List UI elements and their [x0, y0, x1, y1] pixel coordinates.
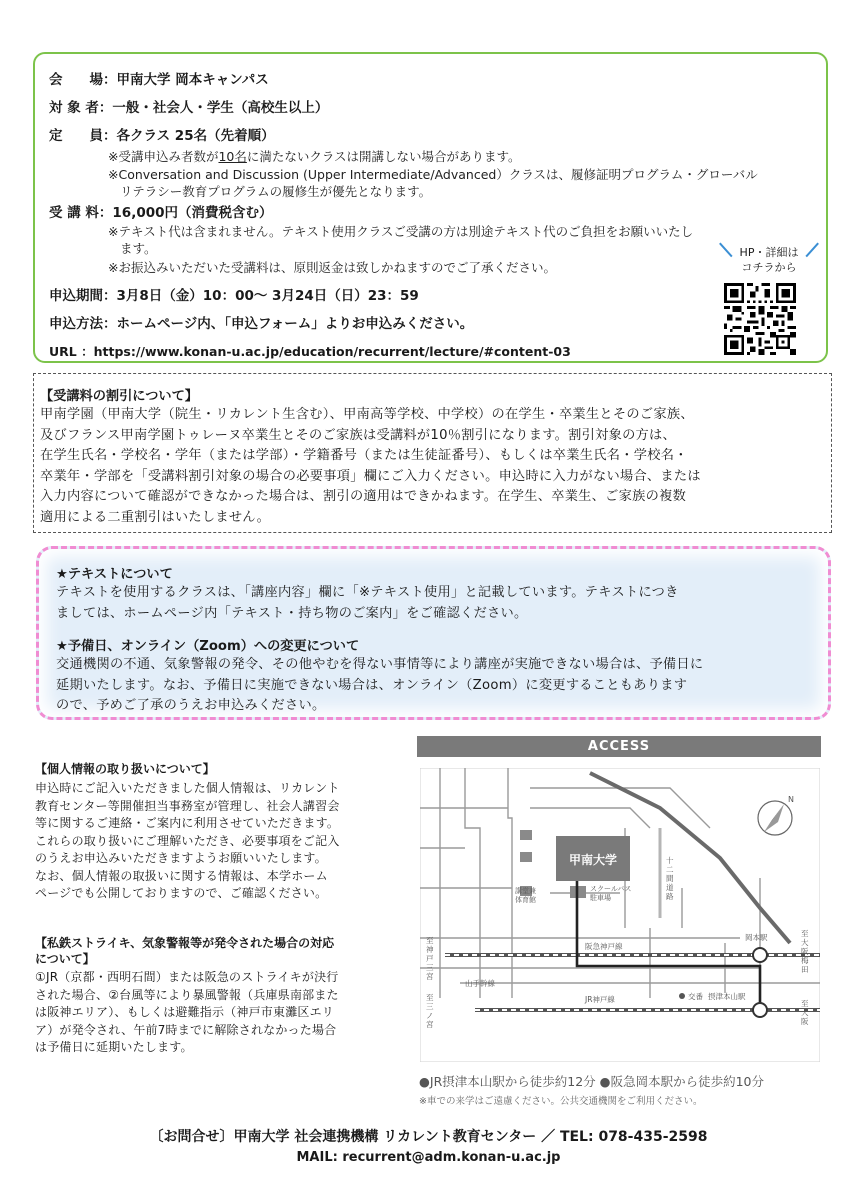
strike-line: は阪神エリア）、もしくは避難指示（神戸市東灘区エリ	[35, 1005, 335, 1019]
strike-line: は予備日に延期いたします。	[35, 1040, 193, 1054]
settsu-motoyama-station-icon	[753, 1003, 767, 1017]
discount-box	[33, 373, 832, 533]
privacy-title: 【個人情報の取り扱いについて】	[35, 762, 215, 776]
gym-label-line-2: 体育館	[515, 896, 536, 904]
reserve-notice-line: ので、予めご了承のうえお申込みください。	[56, 698, 326, 713]
privacy-body	[35, 780, 340, 903]
capacity-note-min-number: 10名	[218, 149, 247, 164]
url-link[interactable]: https://www.konan-u.ac.jp/education/recurrent/lecture/#content-03	[93, 344, 571, 359]
hp-caption-line-2: コチラから	[741, 261, 797, 274]
fee-label: 受 講 料：	[49, 205, 113, 221]
privacy-section	[35, 760, 340, 903]
koban-label: 交番	[688, 992, 703, 1001]
capacity-value: 各クラス 25名（先着順）	[116, 128, 275, 144]
okamoto-label: 岡本駅	[745, 933, 768, 942]
target-value: 一般・社会人・学生（高校生以上）	[112, 100, 329, 116]
discount-body	[40, 405, 701, 528]
text-notice-body	[56, 583, 679, 624]
bus-label-line-2: 駐車場	[590, 894, 611, 902]
access-map	[420, 768, 820, 1062]
reserve-notice-body	[56, 655, 703, 717]
building-block	[520, 830, 532, 840]
url-row	[49, 342, 571, 360]
reserve-notice-line: 延期いたします。なお、予備日に実施できない場合は、オンライン（Zoom）に変更することもあります	[56, 677, 688, 693]
gym-label-line-1: 講堂兼	[515, 887, 536, 895]
fee-note-refund: ※お振込みいただいた受講料は、原則返金は致しかねますのでご了承ください。	[108, 260, 556, 275]
hankyu-line-label: 阪急神戸線	[585, 942, 623, 951]
privacy-line: 申込時にご記入いただきました個人情報は、リカレント	[35, 781, 340, 795]
discount-line: 入力内容について確認ができなかった場合は、割引の適用はできかねます。在学生、卒業生、ご家族の複数	[40, 489, 687, 504]
fee-value: 16,000円（消費税含む）	[112, 205, 273, 221]
discount-line: 甲南学園（甲南大学（院生・リカレント生含む）、甲南高等学校、中学校）の在学生・卒業生とそのご家族、	[40, 407, 694, 422]
strike-title	[35, 935, 339, 967]
capacity-note-priority-2: リテラシー教育プログラムの履修生が優先となります。	[120, 184, 432, 199]
jr-line-label: JR神戸線	[585, 995, 615, 1004]
reserve-notice-line: 交通機関の不通、気象警報の発令、その他やむを得ない事情等により講座が実施できない場合は、予備日に	[56, 657, 704, 672]
to-sannomiya-top-label: 至神戸三宮	[426, 936, 434, 981]
privacy-line: 等に関するご連絡・ご案内に利用させていただきます。	[35, 816, 340, 830]
capacity-note-min-post: に満たないクラスは開講しない場合があります。	[246, 149, 521, 164]
discount-line: 在学生氏名・学校名・学年（または学部）・学籍番号（または生徒証番号）、もしくは卒業生氏名・学校名・	[40, 448, 688, 463]
venue-row	[49, 68, 269, 88]
privacy-line: ページでも公開しておりますので、ご確認ください。	[35, 886, 328, 900]
text-and-reserve-notice-box	[36, 546, 831, 720]
university-label: 甲南大学	[568, 853, 618, 867]
strike-body	[35, 969, 339, 1057]
to-sannomiya-bottom-label: 至三ノ宮	[426, 993, 434, 1029]
car-notice: ※車での来学はご遠慮ください。公共交通機関をご利用ください。	[419, 1096, 703, 1107]
access-heading: ACCESS	[417, 736, 821, 757]
text-notice-line: テキストを使用するクラスは、「講座内容」欄に「※テキスト使用」と記載しています。テキストにつき	[56, 585, 679, 600]
compass-north-label: N	[788, 795, 794, 804]
course-info-box	[33, 52, 828, 363]
method-label: 申込方法：	[49, 316, 117, 332]
to-umeda-label: 至大阪梅田	[801, 929, 809, 974]
privacy-line: なお、個人情報の取扱いに関する情報は、本学ホーム	[35, 868, 328, 883]
target-label: 対 象 者：	[49, 100, 113, 116]
capacity-label: 定 員：	[49, 128, 117, 144]
privacy-line: これらの取り扱いにご理解いただき、必要事項をご記入	[35, 833, 340, 848]
settsu-label: 摂津本山駅	[708, 992, 746, 1001]
capacity-note-min	[108, 147, 521, 165]
capacity-row	[49, 124, 275, 144]
method-row	[49, 312, 473, 332]
discount-line: 及びフランス甲南学園トゥレーヌ卒業生とそのご家族は受講料が10％割引になります。割引対象の方は、	[40, 427, 677, 443]
text-notice-line: ましては、ホームページ内「テキスト・持ち物のご案内」をご確認ください。	[56, 605, 528, 621]
capacity-note-min-pre: ※受講申込み者数が	[108, 149, 219, 164]
strike-line: された場合、②台風等により暴風警報（兵庫県南部また	[35, 987, 339, 1002]
period-label: 申込期間：	[49, 288, 117, 304]
strike-line: ①JR（京都・西明石間）または阪急のストライキが決行	[35, 970, 339, 984]
privacy-line: 教育センター等開催担当事務室が管理し、社会人講習会	[35, 798, 340, 813]
discount-line: 卒業年・学部を「受講料割引対象の場合の必要事項」欄にご入力ください。申込時に入力がない場合、または	[40, 468, 701, 484]
twelve-ken-label: 十二間道路	[666, 856, 674, 901]
fee-row	[49, 201, 273, 221]
fee-note-text-1: ※テキスト代は含まれません。テキスト使用クラスご受講の方は別途テキスト代のご負担をお願いいたし	[108, 224, 694, 239]
period-row	[49, 284, 419, 304]
venue-label: 会 場：	[49, 72, 117, 88]
period-value: 3月8日（金）10：00～ 3月24日（日）23：59	[116, 288, 419, 304]
capacity-note-priority-1: ※Conversation and Discussion (Upper Intermediate/Advanced）クラスは、履修証明プログラム・グローバル	[108, 167, 758, 182]
walking-time-text: ●JR摂津本山駅から徒歩約12分 ●阪急岡本駅から徒歩約10分	[419, 1074, 764, 1089]
okamoto-station-icon	[753, 948, 767, 962]
strike-section	[35, 935, 339, 1057]
contact-mail[interactable]: MAIL: recurrent@adm.konan-u.ac.jp	[296, 1150, 561, 1165]
fee-note-text-2: ます。	[120, 241, 157, 256]
to-osaka-label: 至大阪	[801, 999, 809, 1026]
discount-line: 適用による二重割引はいたしません。	[40, 509, 271, 525]
qr-code-icon[interactable]	[724, 283, 796, 355]
discount-title: 【受講料の割引について】	[40, 389, 198, 404]
target-row	[49, 96, 328, 116]
hp-caption-line-1: HP・詳細は	[739, 246, 799, 259]
privacy-line: のうえお申込みいただきますようお願いいたします。	[35, 851, 327, 865]
reserve-notice-title: ★予備日、オンライン（Zoom）への変更について	[56, 639, 360, 654]
hp-caption	[719, 245, 819, 275]
method-value: ホームページ内、「申込フォーム」よりお申込みください。	[116, 316, 474, 332]
yamate-label: 山手幹線	[465, 979, 495, 988]
strike-title-line-2: について】	[35, 952, 95, 966]
contact-info: 〔お問合せ〕甲南大学 社会連携機構 リカレント教育センター ／ TEL: 078-435-2598	[149, 1129, 708, 1145]
strike-title-line-1: 【私鉄ストライキ、気象警報等が発令された場合の対応	[35, 936, 335, 950]
venue-value: 甲南大学 岡本キャンパス	[116, 72, 269, 88]
strike-line: ア）が発令され、午前7時までに解除されなかった場合	[35, 1022, 337, 1037]
koban-icon	[679, 993, 685, 999]
bus-label-line-1: スクールバス	[590, 885, 632, 893]
building-block	[520, 852, 532, 862]
text-notice-title: ★テキストについて	[56, 567, 173, 582]
url-label: URL ：	[49, 344, 94, 359]
